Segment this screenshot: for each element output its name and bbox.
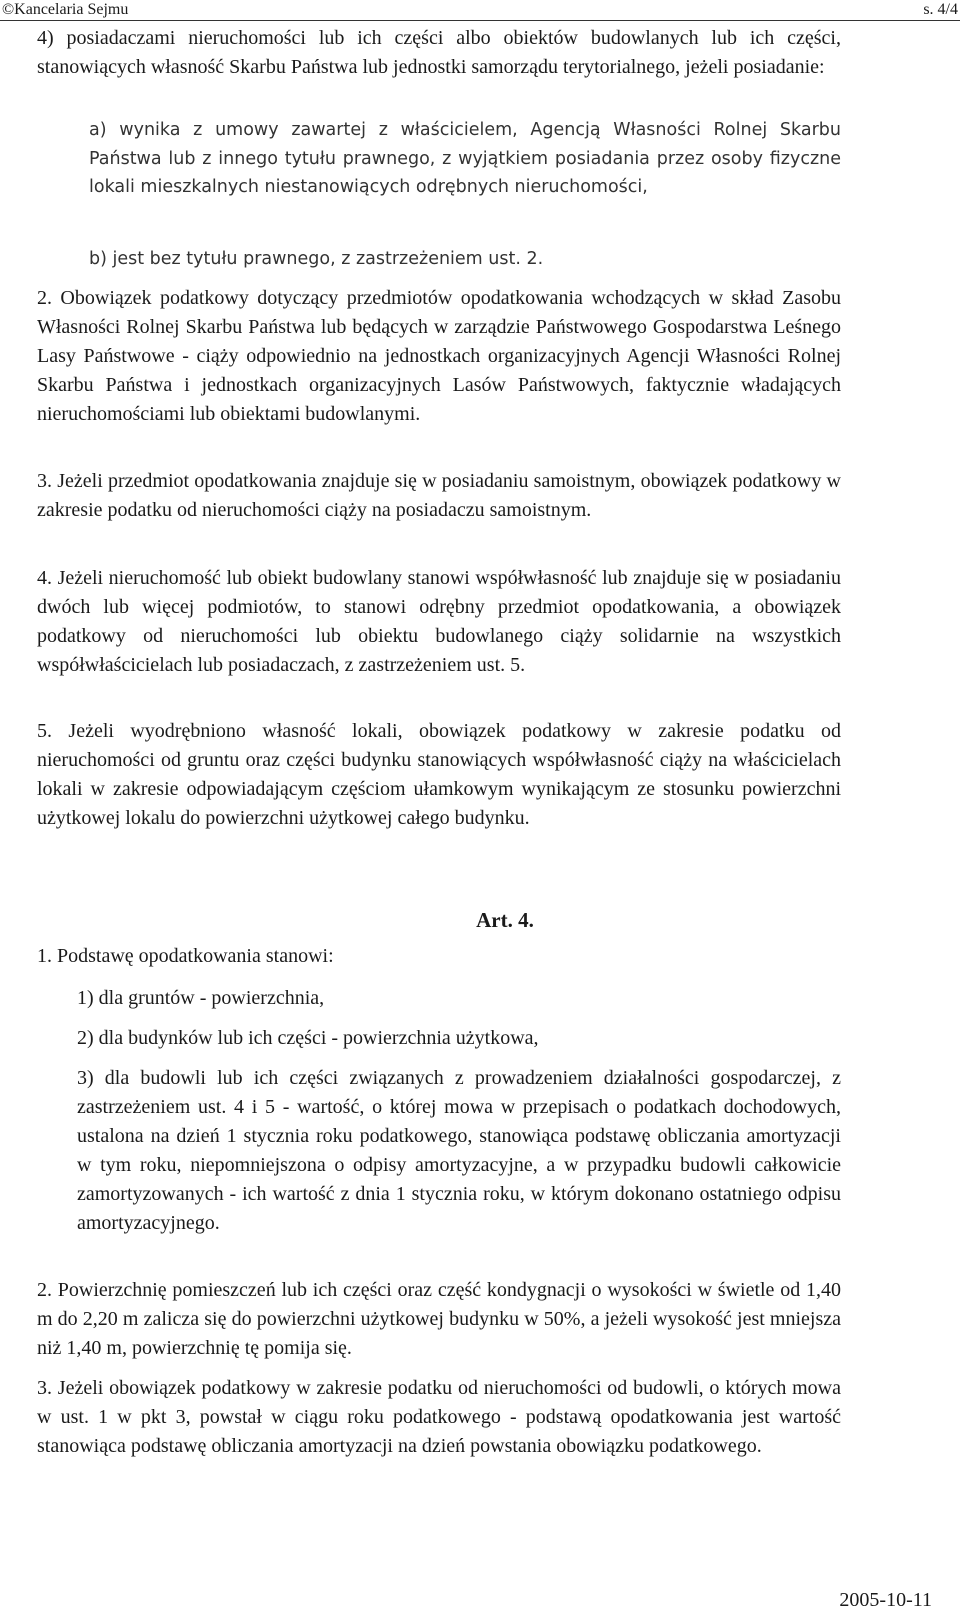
article-4-ust-2: 2. Powierzchnię pomieszczeń lub ich części oraz część kondygnacji o wysokości w świetle od 1,40 m do 2,20 m zalicza się do powierzchni użytkowej budynku w 50%, a jeżeli wysokość jest mniejsza niż 1,40 m, powierzchnię tę pomija się. xyxy=(37,1279,841,1359)
paragraph-ust-2: 2. Obowiązek podatkowy dotyczący przedmiotów opodatkowania wchodzących w skład Zasobu Własności Rolnej Skarbu Państwa lub będących w zarządzie Państwowego Gospodarstwa Leśnego Lasy Państwowe - ciąży odpowiednio na jednostkach organizacyjnych Agencji Własności Rolnej Skarbu Państwa i jednostkach organizacyjnych Lasów Państwowych, faktycznie władających nieruchomościami lub obiektami budowlanymi. xyxy=(37,287,841,425)
article-4-ust-3: 3. Jeżeli obowiązek podatkowy w zakresie podatku od nieruchomości od budowli, o których mowa w ust. 1 w pkt 3, powstał w ciągu roku podatkowego - podstawą opodatkowania jest wartość stanowiąca podstawę obliczania amortyzacji na dzień powstania obowiązku podatkowego. xyxy=(37,1377,841,1457)
article-title: Art. 4. xyxy=(476,908,534,932)
paragraph-ust-4: 4. Jeżeli nieruchomość lub obiekt budowlany stanowi współwłasność lub znajduje się w posiadaniu dwóch lub więcej podmiotów, to stanowi odrębny przedmiot opodatkowania, a obowiązek podatkowy od nieruchomości lub obiektu budowlanego ciąży solidarnie na wszystkich współwłaścicielach lub posiadaczach, z zastrzeżeniem ust. 5. xyxy=(37,567,841,676)
article-4-ust-1: 1. Podstawę opodatkowania stanowi: xyxy=(37,945,334,967)
header-source: ©Kancelaria Sejmu xyxy=(2,1,129,18)
article-4-pkt-1: 1) dla gruntów - powierzchnia, xyxy=(77,987,325,1009)
header-divider xyxy=(0,20,960,21)
article-4-pkt-2: 2) dla budynków lub ich części - powierzchnia użytkowa, xyxy=(77,1027,539,1049)
paragraph-sub-a: a) wynika z umowy zawartej z właścicielem, Agencją Własności Rolnej Skarbu Państwa lub z innego tytułu prawnego, z wyjątkiem posiadania przez osoby fizyczne lokali mieszkalnych niestanowiących odrębnych nieruchomości, xyxy=(89,120,841,198)
header-page-number: s. 4/4 xyxy=(923,1,958,18)
paragraph-ust-5: 5. Jeżeli wyodrębniono własność lokali, obowiązek podatkowy w zakresie podatku od nieruchomości od gruntu oraz części budynku stanowiących współwłasność ciąży na właścicielach lokali w zakresie odpowiadającym częściom ułamkowym wynikającym ze stosunku powierzchni użytkowej lokalu do powierzchni użytkowej całego budynku. xyxy=(37,720,841,829)
article-4-pkt-3: 3) dla budowli lub ich części związanych z prowadzeniem działalności gospodarczej, z zastrzeżeniem ust. 4 i 5 - wartość, o której mowa w przepisach o podatkach dochodowych, ustalona na dzień 1 stycznia roku podatkowego, stanowiąca podstawę obliczania amortyzacji w tym roku, niepomniejszona o odpisy amortyzacyjne, a w przypadku budowli całkowicie zamortyzowanych - ich wartość z dnia 1 stycznia roku, w którym dokonano ostatniego odpisu amortyzacyjnego. xyxy=(77,1067,841,1234)
paragraph-sub-b: b) jest bez tytułu prawnego, z zastrzeżeniem ust. 2. xyxy=(89,249,544,269)
footer-date: 2005-10-11 xyxy=(839,1589,932,1611)
paragraph-ust-3: 3. Jeżeli przedmiot opodatkowania znajduje się w posiadaniu samoistnym, obowiązek podatkowy w zakresie podatku od nieruchomości ciąży na posiadaczu samoistnym. xyxy=(37,470,841,521)
paragraph-item-4: 4) posiadaczami nieruchomości lub ich części albo obiektów budowlanych lub ich części, stanowiących własność Skarbu Państwa lub jednostki samorządu terytorialnego, jeżeli posiadanie: xyxy=(37,27,841,78)
